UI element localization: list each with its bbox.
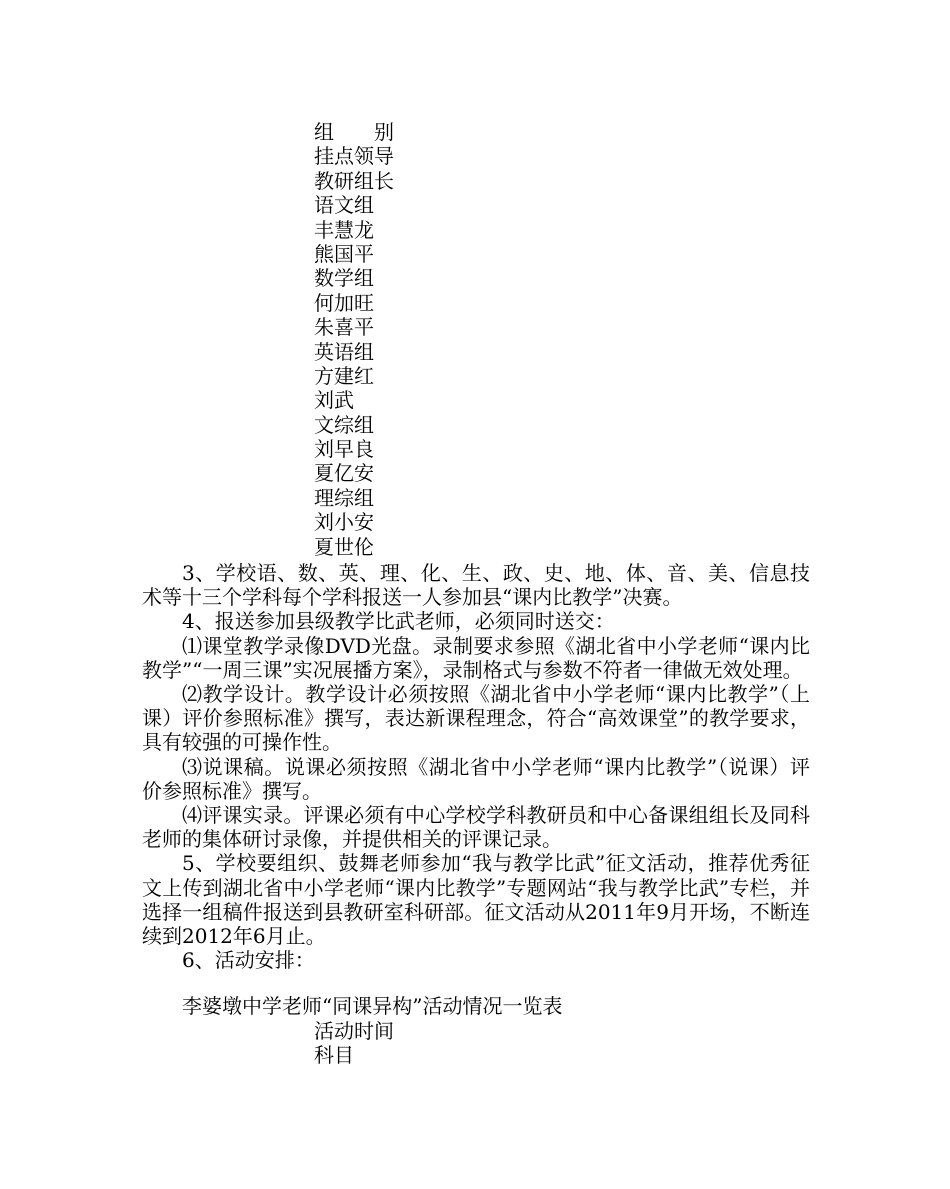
table-title: 李婆墩中学老师“同课异构”活动情况一览表	[182, 994, 563, 1018]
table-header-cell: 活动时间	[314, 1019, 394, 1043]
list-item: 刘小安	[314, 510, 374, 535]
paragraph-6: 6、活动安排：	[182, 948, 315, 973]
list-item: 熊国平	[314, 241, 374, 266]
list-item: 文综组	[314, 412, 374, 437]
list-item: 刘武	[314, 388, 354, 413]
table-header-cell: 科目	[314, 1043, 354, 1067]
list-item: 英语组	[314, 339, 374, 364]
list-item: 夏世伦	[314, 534, 374, 559]
group-list	[314, 120, 614, 559]
list-item: 何加旺	[314, 290, 374, 315]
list-item: 朱喜平	[314, 315, 374, 340]
list-item: 教研组长	[314, 168, 394, 193]
list-item: 语文组	[314, 193, 374, 218]
paragraph-4: 4、报送参加县级教学比武老师，必须同时送交：	[182, 609, 615, 634]
list-item: 方建红	[314, 363, 374, 388]
list-item: 挂点领导	[314, 144, 394, 169]
paragraph-4-4: ⑷评课实录。评课必须有中心学校学科教研员和中心备课组组长及同科老师的集体研讨录像，并提供相关的评课记录。	[142, 803, 810, 852]
paragraph-4-2: ⑵教学设计。教学设计必须按照《湖北省中小学老师“课内比教学”（上课）评价参照标准》撰写，表达新课程理念，符合“高效课堂”的教学要求，具有较强的可操作性。	[142, 682, 810, 755]
body-text	[142, 561, 810, 972]
paragraph-4-1: ⑴课堂教学录像DVD光盘。录制要求参照《湖北省中小学老师“课内比教学”“一周三课”实况展播方案》，录制格式与参数不符者一律做无效处理。	[142, 633, 810, 682]
list-item: 组 别	[314, 120, 394, 144]
paragraph-3: 3、学校语、数、英、理、化、生、政、史、地、体、音、美、信息技术等十三个学科每个学科报送一人参加县“课内比教学”决赛。	[142, 561, 810, 610]
list-item: 理综组	[314, 485, 374, 510]
table-headers	[314, 1019, 394, 1067]
list-item: 夏亿安	[314, 461, 374, 486]
list-item: 刘早良	[314, 437, 374, 462]
paragraph-5: 5、学校要组织、鼓舞老师参加“我与教学比武”征文活动，推荐优秀征文上传到湖北省中小学老师“课内比教学”专题网站“我与教学比武”专栏，并选择一组稿件报送到县教研室科研部。征文活动从2011年9月开场，不断连续到2012年6月止。	[142, 851, 810, 949]
list-item: 数学组	[314, 266, 374, 291]
list-item: 丰慧龙	[314, 217, 374, 242]
paragraph-4-3: ⑶说课稿。说课必须按照《湖北省中小学老师“课内比教学”（说课）评价参照标准》撰写。	[142, 754, 810, 803]
